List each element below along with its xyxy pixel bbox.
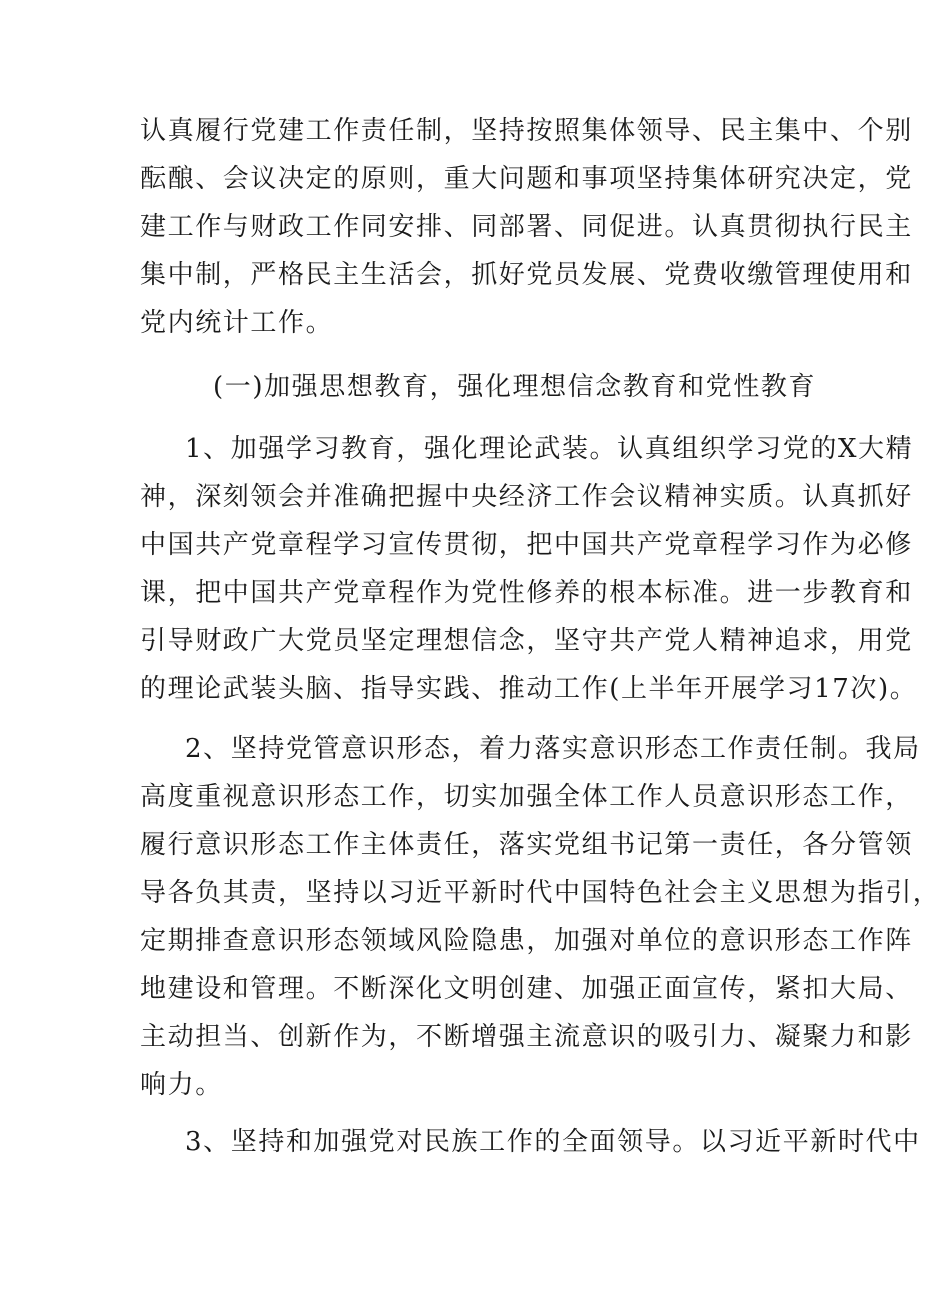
item2-line-3: 履行意识形态工作主体责任，落实党组书记第一责任，各分管领 — [140, 830, 913, 860]
item2-line-1: 2、坚持党管意识形态，着力落实意识形态工作责任制。我局 — [185, 734, 921, 764]
item1-line-1: 1、加强学习教育，强化理论武装。认真组织学习党的X大精 — [185, 434, 914, 464]
item2-line-5: 定期排查意识形态领域风险隐患，加强对单位的意识形态工作阵 — [140, 926, 913, 956]
item2-line-7: 主动担当、创新作为，不断增强主流意识的吸引力、凝聚力和影 — [140, 1022, 913, 1052]
intro-line-4: 集中制，严格民主生活会，抓好党员发展、党费收缴管理使用和 — [140, 260, 913, 290]
intro-line-5: 党内统计工作。 — [140, 308, 334, 338]
item2-line-6: 地建设和管理。不断深化文明创建、加强正面宣传，紧扣大局、 — [140, 974, 913, 1004]
item1-line-4: 课，把中国共产党章程作为党性修养的根本标准。进一步教育和 — [140, 578, 913, 608]
intro-line-2: 酝酿、会议决定的原则，重大问题和事项坚持集体研究决定，党 — [140, 164, 913, 194]
item2-line-2: 高度重视意识形态工作，切实加强全体工作人员意识形态工作， — [140, 782, 913, 812]
item1-line-3: 中国共产党章程学习宣传贯彻，把中国共产党章程学习作为必修 — [140, 530, 913, 560]
intro-line-1: 认真履行党建工作责任制，坚持按照集体领导、民主集中、个别 — [140, 116, 913, 146]
item1-line-2: 神，深刻领会并准确把握中央经济工作会议精神实质。认真抓好 — [140, 482, 913, 512]
item2-line-4: 导各负其责，坚持以习近平新时代中国特色社会主义思想为指引， — [140, 878, 940, 908]
section-heading: (一)加强思想教育，强化理想信念教育和党性教育 — [213, 372, 817, 402]
item1-line-5: 引导财政广大党员坚定理想信念，坚守共产党人精神追求，用党 — [140, 626, 913, 656]
intro-line-3: 建工作与财政工作同安排、同部署、同促进。认真贯彻执行民主 — [140, 212, 913, 242]
item1-line-6: 的理论武装头脑、指导实践、推动工作(上半年开展学习17次)。 — [140, 674, 918, 704]
item3-line-1: 3、坚持和加强党对民族工作的全面领导。以习近平新时代中 — [185, 1127, 921, 1157]
item2-line-8: 响力。 — [140, 1070, 223, 1100]
